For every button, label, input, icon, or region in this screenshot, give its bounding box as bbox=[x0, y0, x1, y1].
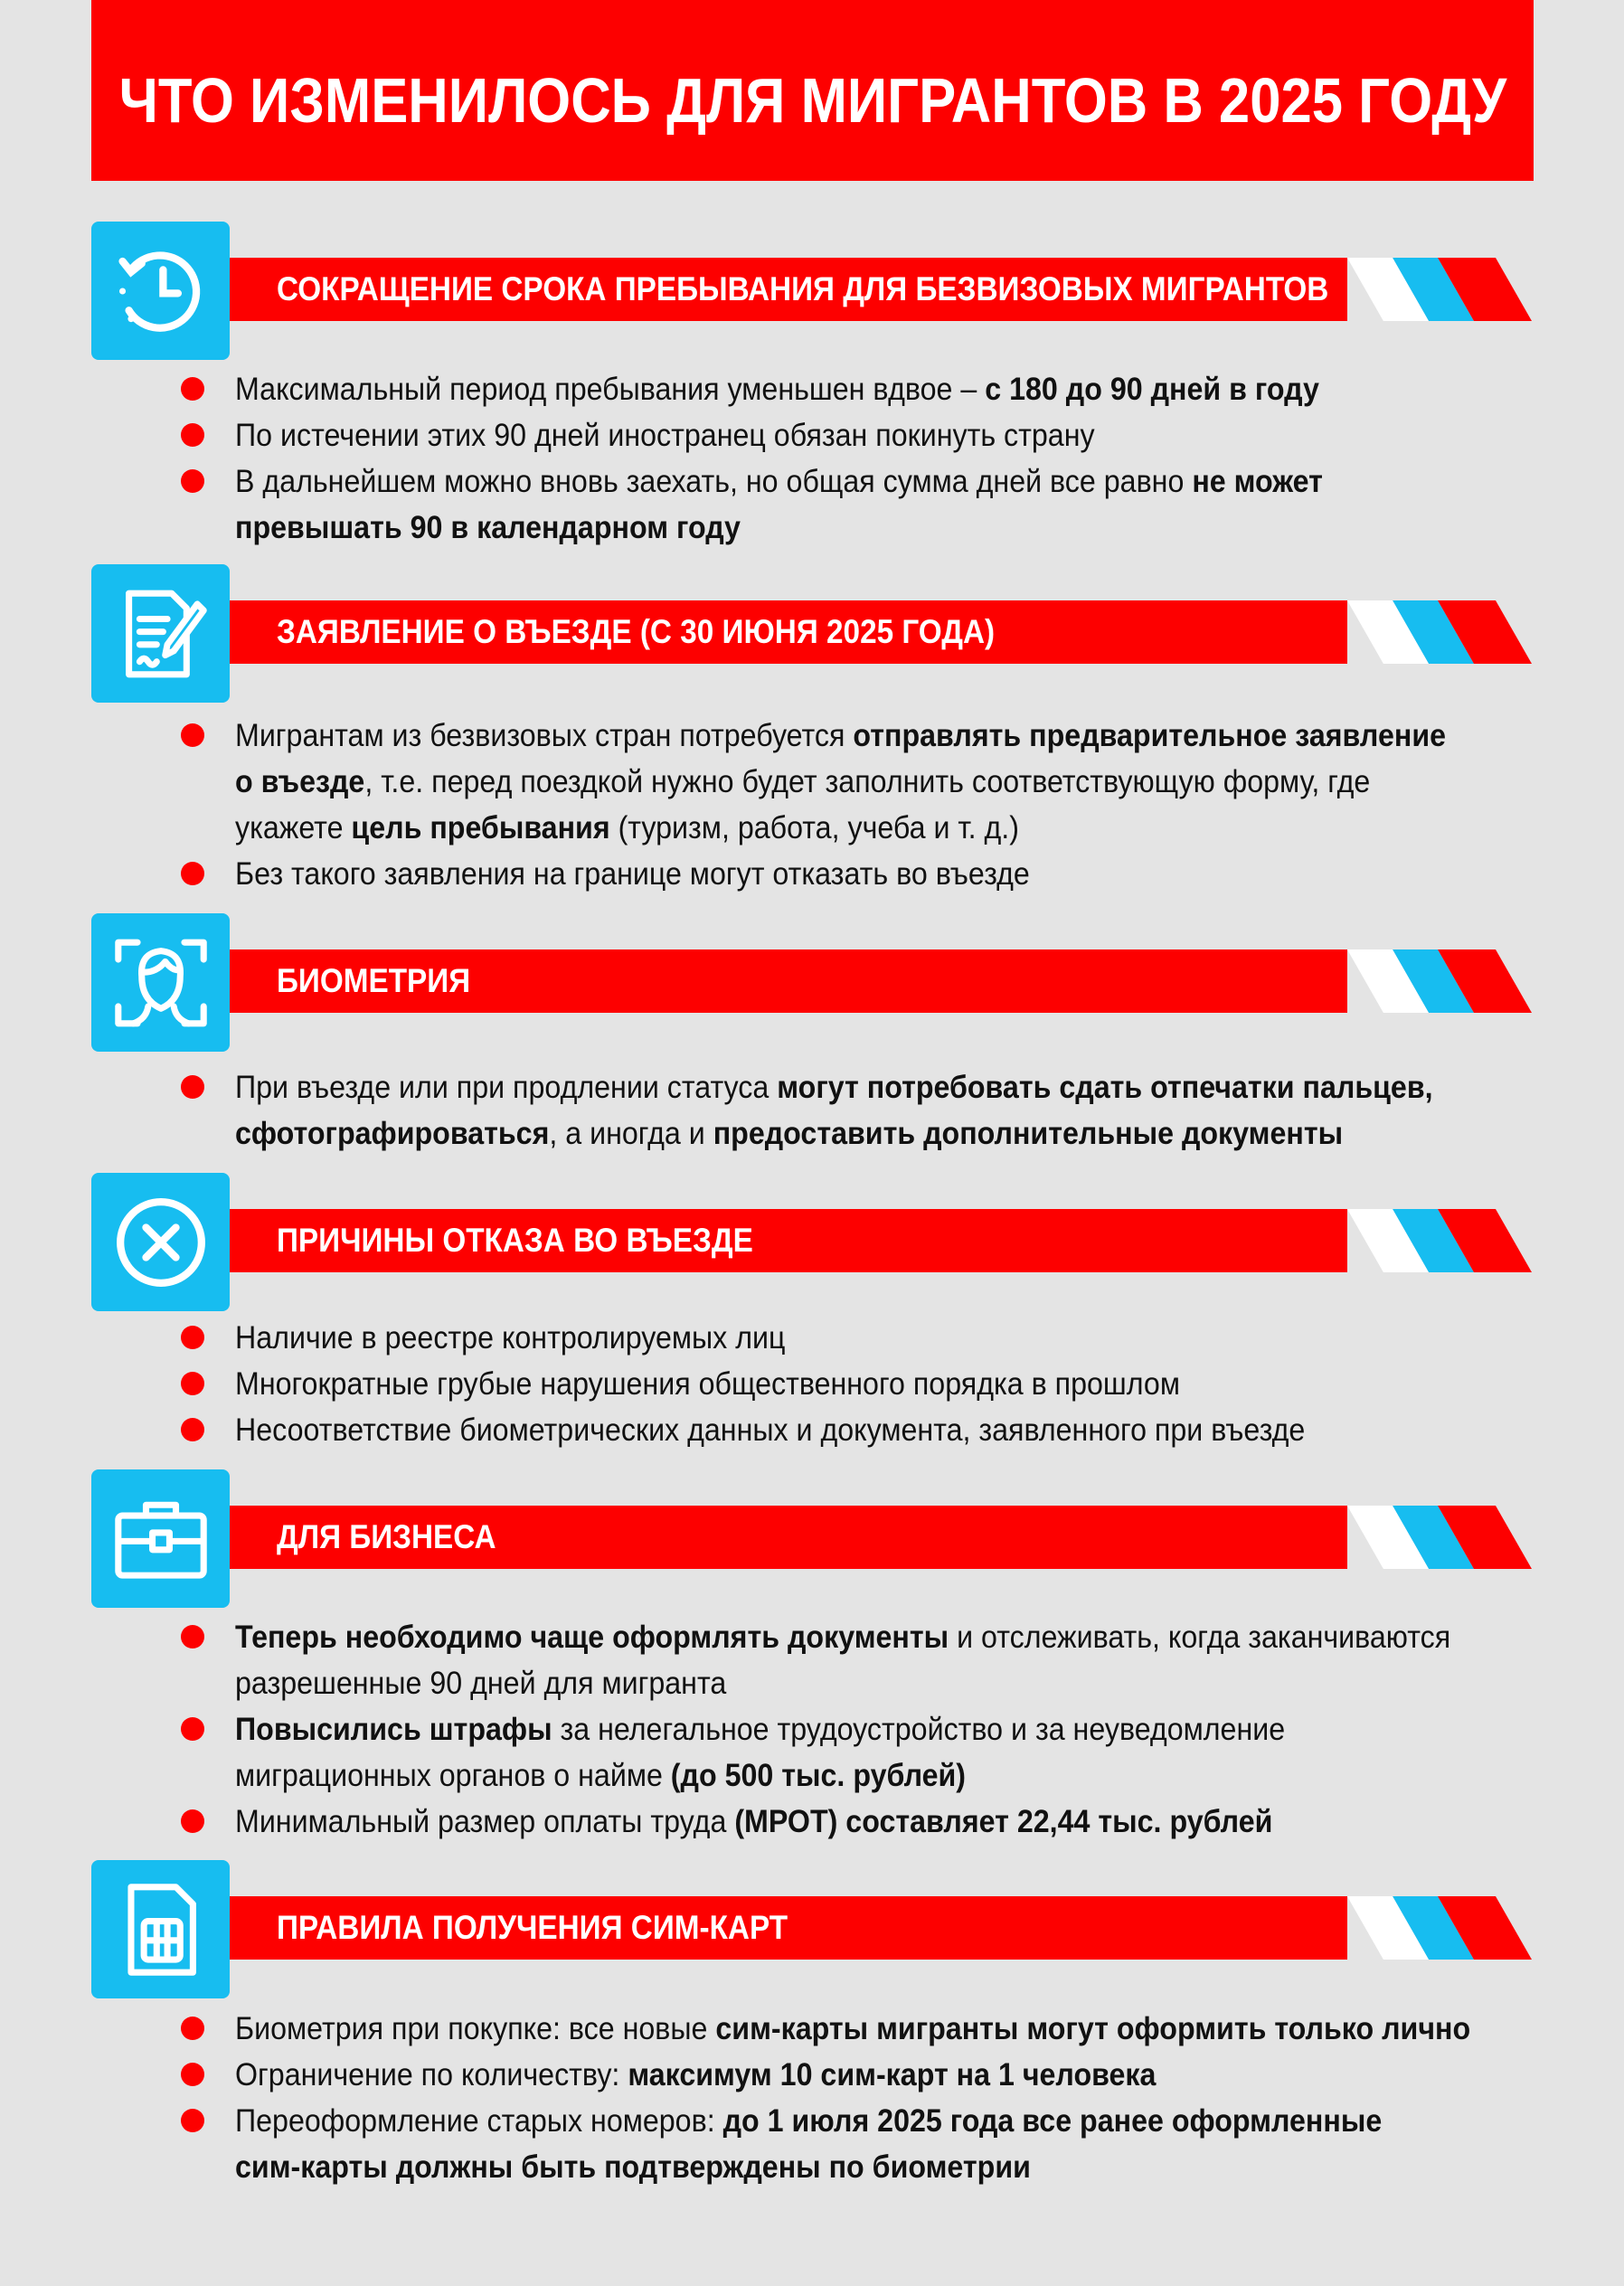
face-scan-icon bbox=[91, 913, 230, 1052]
bullet-bold-text: сим-карты должны быть подтверждены по биометрии bbox=[235, 2149, 1031, 2185]
bullet-text: , а иногда и bbox=[549, 1116, 713, 1151]
bullet-line bbox=[235, 1315, 1416, 1361]
section-banner bbox=[230, 258, 1532, 321]
section-heading: СОКРАЩЕНИЕ СРОКА ПРЕБЫВАНИЯ ДЛЯ БЕЗВИЗОВЫХ МИГРАНТОВ bbox=[277, 270, 1329, 307]
bullet-list bbox=[181, 1064, 1519, 1157]
bullet-text: за нелегальное трудоустройство и за неуведомление bbox=[552, 1712, 1286, 1747]
bullet-dot-icon bbox=[181, 377, 204, 401]
bullet-bold-text: сим-карты мигранты могут оформить только лично bbox=[715, 2011, 1471, 2046]
bullet-text: В дальнейшем можно вновь заехать, но общая сумма дней все равно bbox=[235, 464, 1193, 499]
briefcase-icon bbox=[91, 1469, 230, 1608]
bullet-line bbox=[235, 2052, 1416, 2098]
sim-card-icon bbox=[91, 1860, 230, 1998]
bullet-line bbox=[235, 1110, 1416, 1157]
bullet-line bbox=[235, 1752, 1416, 1799]
bullet-list bbox=[181, 713, 1519, 897]
bullet-text: При въезде или при продлении статуса bbox=[235, 1070, 778, 1105]
bullet-list bbox=[181, 2006, 1519, 2190]
bullet-dot-icon bbox=[181, 723, 204, 747]
bullet-text: Переоформление старых номеров: bbox=[235, 2103, 723, 2139]
bullet-text: Наличие в реестре контролируемых лиц bbox=[235, 1320, 786, 1356]
bullet-item bbox=[181, 851, 1519, 897]
bullet-item bbox=[181, 1706, 1519, 1799]
bullet-line bbox=[235, 1614, 1451, 1660]
bullet-list bbox=[181, 1614, 1519, 1845]
bullet-line bbox=[235, 1799, 1416, 1845]
bullet-bold-text: предоставить дополнительные документы bbox=[713, 1116, 1344, 1151]
bullet-line bbox=[235, 2098, 1416, 2144]
bullet-dot-icon bbox=[181, 1809, 204, 1833]
bullet-bold-text: о въезде bbox=[235, 764, 365, 799]
bullet-bold-text: превышать 90 в календарном году bbox=[235, 510, 741, 545]
bullet-dot-icon bbox=[181, 423, 204, 447]
bullet-text: По истечении этих 90 дней иностранец обязан покинуть страну bbox=[235, 418, 1095, 453]
bullet-dot-icon bbox=[181, 469, 204, 493]
bullet-dot-icon bbox=[181, 1326, 204, 1349]
bullet-item bbox=[181, 713, 1519, 851]
bullet-list bbox=[181, 1315, 1519, 1453]
bullet-item bbox=[181, 458, 1519, 551]
bullet-item bbox=[181, 1361, 1519, 1407]
bullet-text: миграционных органов о найме bbox=[235, 1758, 671, 1793]
bullet-text: (туризм, работа, учеба и т. д.) bbox=[609, 810, 1019, 845]
bullet-line bbox=[235, 2006, 1471, 2052]
bullet-item bbox=[181, 1614, 1519, 1706]
bullet-dot-icon bbox=[181, 2017, 204, 2040]
section-heading: ПРАВИЛА ПОЛУЧЕНИЯ СИМ-КАРТ bbox=[277, 1909, 788, 1946]
bullet-item bbox=[181, 1064, 1519, 1157]
section-heading: ПРИЧИНЫ ОТКАЗА ВО ВЪЕЗДЕ bbox=[277, 1222, 753, 1259]
page-title: ЧТО ИЗМЕНИЛОСЬ ДЛЯ МИГРАНТОВ В 2025 ГОДУ bbox=[118, 65, 1506, 136]
bullet-bold-text: не может bbox=[1192, 464, 1323, 499]
section-banner bbox=[230, 600, 1532, 664]
bullet-bold-text: с 180 до 90 дней в году bbox=[985, 372, 1319, 407]
bullet-text: Без такого заявления на границе могут отказать во въезде bbox=[235, 856, 1030, 892]
bullet-bold-text: отправлять предварительное заявление bbox=[853, 718, 1447, 753]
bullet-text: разрешенные 90 дней для мигранта bbox=[235, 1666, 727, 1701]
bullet-bold-text: могут потребовать сдать отпечатки пальцев, bbox=[777, 1070, 1433, 1105]
section-heading: ЗАЯВЛЕНИЕ О ВЪЕЗДЕ (С 30 ИЮНЯ 2025 ГОДА) bbox=[277, 613, 996, 650]
bullet-bold-text: до 1 июля 2025 года все ранее оформленные bbox=[722, 2103, 1383, 2139]
circle-x-icon bbox=[91, 1173, 230, 1311]
bullet-bold-text: максимум 10 сим-карт на 1 человека bbox=[628, 2057, 1157, 2092]
bullet-line bbox=[235, 805, 1416, 851]
section-banner bbox=[230, 1896, 1532, 1960]
document-pen-icon bbox=[91, 564, 230, 703]
bullet-bold-text: (МРОТ) составляет 22,44 тыс. рублей bbox=[734, 1804, 1273, 1839]
bullet-text: , т.е. перед поездкой нужно будет заполнить соответствующую форму, где bbox=[364, 764, 1371, 799]
section-heading: ДЛЯ БИЗНЕСА bbox=[277, 1518, 496, 1555]
bullet-bold-text: сфотографироваться bbox=[235, 1116, 550, 1151]
bullet-bold-text: Повысились штрафы bbox=[235, 1712, 552, 1747]
bullet-line bbox=[235, 713, 1447, 759]
bullet-text: укажете bbox=[235, 810, 352, 845]
bullet-line bbox=[235, 1660, 1416, 1706]
title-banner bbox=[91, 0, 1534, 181]
bullet-line bbox=[235, 412, 1416, 458]
bullet-line bbox=[235, 1706, 1416, 1752]
bullet-line bbox=[235, 851, 1416, 897]
bullet-line bbox=[235, 759, 1416, 805]
bullet-item bbox=[181, 366, 1519, 412]
bullet-text: Минимальный размер оплаты труда bbox=[235, 1804, 735, 1839]
bullet-dot-icon bbox=[181, 2109, 204, 2132]
bullet-item bbox=[181, 1407, 1519, 1453]
bullet-dot-icon bbox=[181, 1717, 204, 1741]
bullet-item bbox=[181, 2006, 1519, 2052]
bullet-text: Биометрия при покупке: все новые bbox=[235, 2011, 716, 2046]
bullet-bold-text: Теперь необходимо чаще оформлять документы bbox=[235, 1620, 949, 1655]
section-heading: БИОМЕТРИЯ bbox=[277, 962, 471, 999]
bullet-dot-icon bbox=[181, 1625, 204, 1648]
bullet-line bbox=[235, 1064, 1433, 1110]
bullet-text: Многократные грубые нарушения общественного порядка в прошлом bbox=[235, 1366, 1180, 1402]
bullet-item bbox=[181, 1799, 1519, 1845]
bullet-list bbox=[181, 366, 1519, 551]
bullet-dot-icon bbox=[181, 1075, 204, 1099]
section-banner bbox=[230, 949, 1532, 1013]
bullet-dot-icon bbox=[181, 2063, 204, 2086]
section-banner bbox=[230, 1506, 1532, 1569]
bullet-item bbox=[181, 1315, 1519, 1361]
bullet-dot-icon bbox=[181, 862, 204, 885]
bullet-text: Несоответствие биометрических данных и документа, заявленного при въезде bbox=[235, 1412, 1306, 1448]
clock-history-icon bbox=[91, 222, 230, 360]
bullet-text: Мигрантам из безвизовых стран потребуется bbox=[235, 718, 854, 753]
bullet-item bbox=[181, 2098, 1519, 2190]
section-banner bbox=[230, 1209, 1532, 1272]
bullet-text: Ограничение по количеству: bbox=[235, 2057, 628, 2092]
bullet-item bbox=[181, 2052, 1519, 2098]
bullet-text: и отслеживать, когда заканчиваются bbox=[949, 1620, 1451, 1655]
bullet-dot-icon bbox=[181, 1418, 204, 1441]
bullet-line bbox=[235, 366, 1416, 412]
bullet-dot-icon bbox=[181, 1372, 204, 1395]
bullet-line bbox=[235, 458, 1416, 505]
bullet-line bbox=[235, 505, 1416, 551]
bullet-bold-text: (до 500 тыс. рублей) bbox=[670, 1758, 967, 1793]
bullet-line bbox=[235, 2144, 1416, 2190]
bullet-bold-text: цель пребывания bbox=[351, 810, 610, 845]
bullet-line bbox=[235, 1407, 1416, 1453]
bullet-text: Максимальный период пребывания уменьшен вдвое – bbox=[235, 372, 986, 407]
bullet-line bbox=[235, 1361, 1416, 1407]
bullet-item bbox=[181, 412, 1519, 458]
